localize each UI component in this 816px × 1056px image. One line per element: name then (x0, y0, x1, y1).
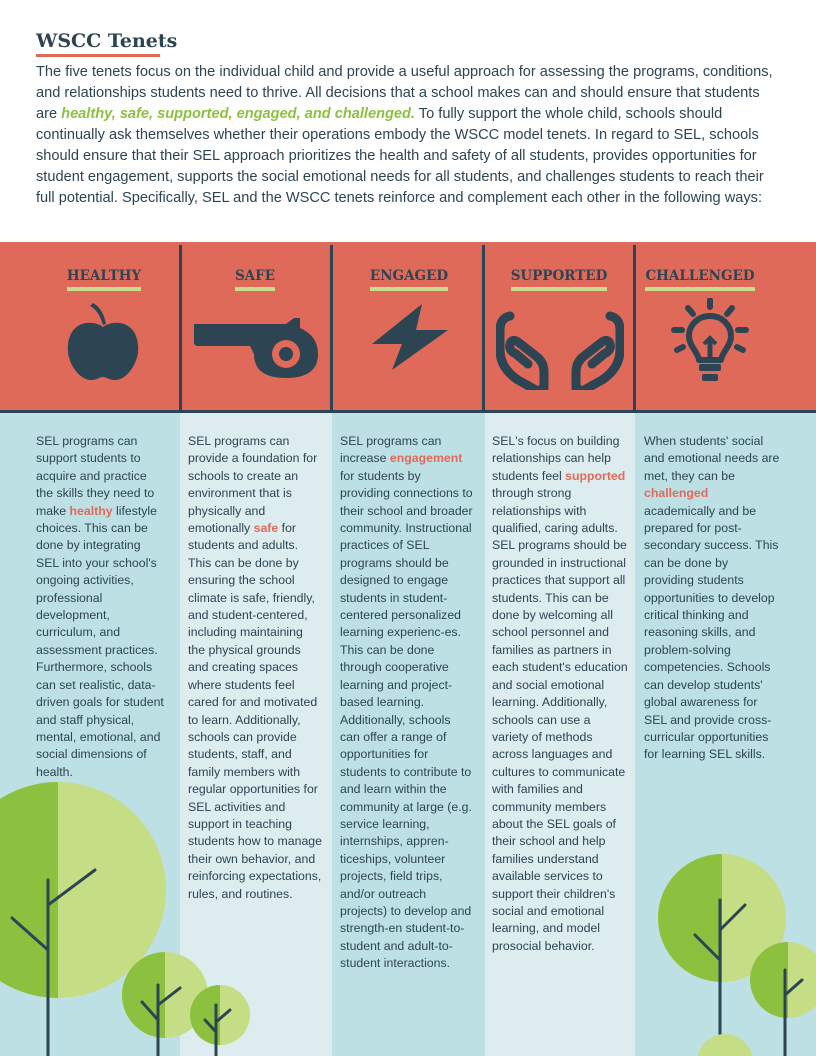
tree-right-small (750, 942, 816, 1056)
tenet-title-healthy: HEALTHY (29, 268, 179, 291)
supporting-hands-icon (496, 310, 624, 390)
keyword-challenged: challenged (644, 486, 709, 501)
band-bottom-line (0, 410, 816, 413)
lightning-bolt-icon (368, 304, 452, 370)
keyword-supported: supported (565, 468, 626, 483)
intro-highlight: healthy, safe, supported, engaged, and challenged. (61, 106, 415, 122)
tree-right-bottom (697, 1034, 753, 1056)
tenet-text-supported: SEL's focus on building relationships can help students feel supported through strong relationships with qualified, caring adults. SEL programs should be grounded in instructional practices that support all students. This can be done by welcoming all school personnel and families as partners in each student's education and social emotional learning. Additionally, schools can use a variety of methods across languages and cultures to communicate with families and community members about the SEL goals of their school and help families understand available services to support their children's social and emotional learning, and model prosocial behavior. (492, 434, 628, 953)
tenet-title-challenged: CHALLENGED (625, 268, 775, 291)
tenet-text-healthy: SEL programs can support students to acquire and practice the skills they need to make healthy lifestyle choices. This can be done by integrating SEL into your school's ongoing activities, professional development, curriculum, and assessment practices. Furthermore, schools can set realistic, data-driven goals for student and staff physical, mental, emotional, and social dimensions of health. (36, 434, 164, 779)
tenet-title-engaged: ENGAGED (334, 268, 484, 291)
tenet-text-engaged: SEL programs can increase engagement for students by providing connections to their school and broader community. Instructional practices of SEL programs should be designed to engage students in student-centered personalized learning experienc-es. This can be done through cooperative learning and project-based learning. Additionally, schools can offer a range of opportunities for students to contribute to and learn within the community at large (e.g. service learning, internships, appren-ticeships, volunteer projects, field trips, and/or outreach projects) to develop and strength-en student-to-student and adult-to-student interactions. (340, 434, 473, 971)
apple-icon (62, 303, 144, 381)
whistle-icon (190, 318, 322, 382)
keyword-healthy: healthy (69, 503, 113, 518)
keyword-engaged: engagement (389, 451, 463, 466)
keyword-safe: safe (253, 521, 279, 536)
column-divider (330, 245, 333, 412)
intro-text-end: To fully support the whole child, schools should continually ask themselves whether their operations embody the WSCC model tenets. In regard to SEL, schools should ensure that their SEL approach prioritizes the health and safety of all students, provides opportunities for student engagement, supports the social emotional needs for all students, and challenges students to reach their full potential. Specifically, SEL and the WSCC tenets reinforce and complement each other in the following ways: (36, 106, 764, 206)
tenet-text-challenged: When students' social and emotional needs are met, they can be challenged academically and be prepared for post-secondary success. This can be done by providing students opportunities to develop critical thinking and reasoning skills, and problem-solving competencies. Schools can develop students' global awareness for SEL and provide cross-curricular opportunities for learning SEL skills. (644, 434, 780, 762)
page-heading: WSCC Tenets (36, 30, 178, 52)
tenet-title-safe: SAFE (180, 268, 330, 291)
lightbulb-icon (670, 298, 750, 384)
tenet-text-safe: SEL programs can provide a foundation for schools to create an environment that is physically and emotionally safe for students and adults. This can be done by ensuring the school climate is safe, friendly, and student-centered, including maintaining the physical grounds and creating spaces where students feel cared for and motivated to learn. Additionally, schools can provide students, staff, and family members with regular opportunities for SEL activities and support in teaching students how to manage their own behavior, and reinforcing expectations, rules, and routines. (188, 434, 322, 901)
tree-left-small (190, 985, 250, 1056)
intro-text-start: The five tenets focus on the individual child and provide a useful approach for assessing the programs, conditions, and relationships students need to thrive. All decisions that a school makes can and should ensure that students are (36, 64, 773, 122)
tenet-title-supported: SUPPORTED (484, 268, 634, 291)
